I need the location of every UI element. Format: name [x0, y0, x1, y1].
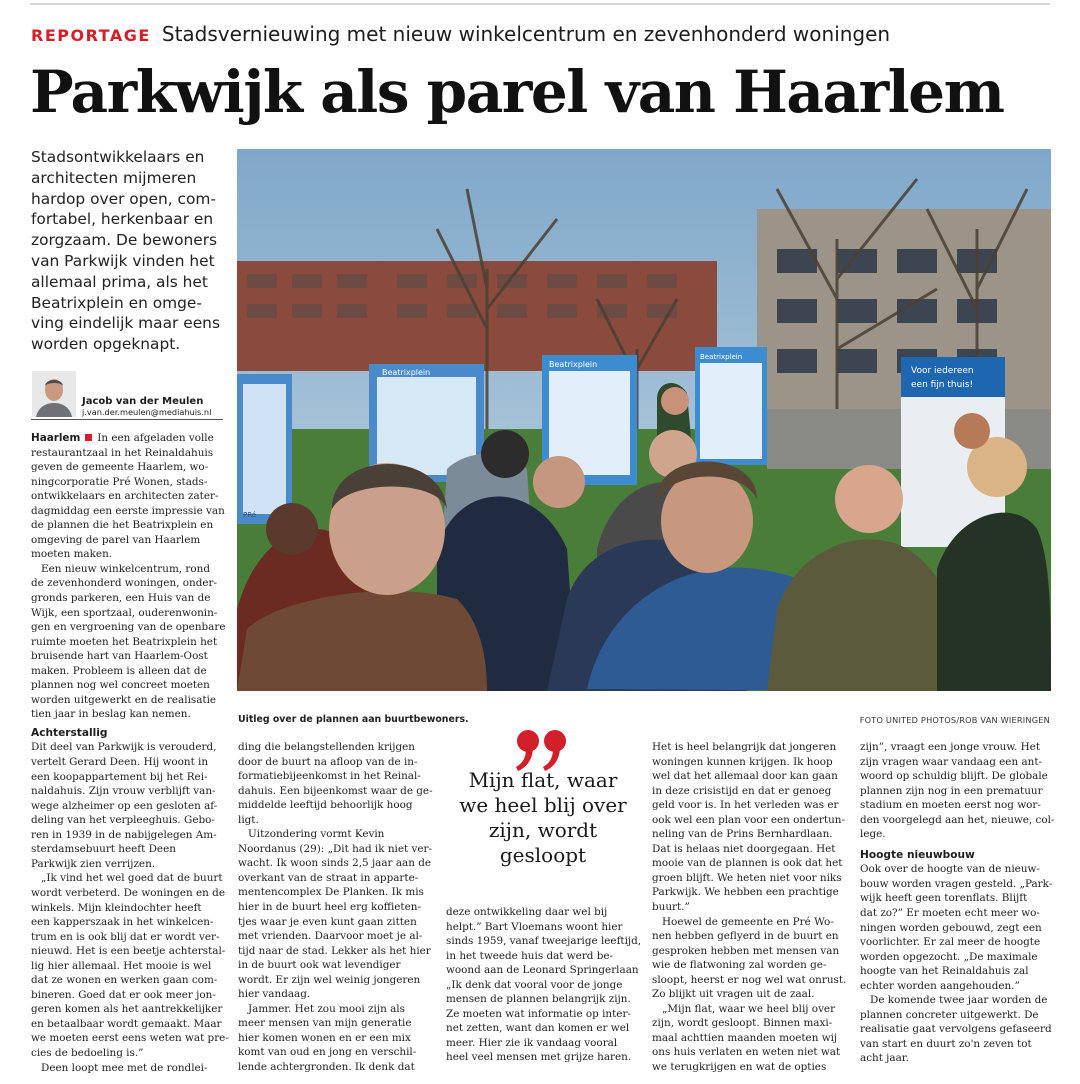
article-column-3 — [446, 905, 640, 1065]
pull-quote-line: we heel blij over — [459, 793, 627, 817]
article-line: Wijk, een sportzaal, ouderenwonin- — [31, 606, 218, 619]
article-line: „Ik vind het wel goed dat de buurt — [41, 872, 223, 885]
article-line: ningcorporatie Pré Wonen, stads- — [31, 475, 208, 488]
article-line: mentencomplex De Planken. Ik mis — [238, 886, 424, 899]
article-line: Uitzondering vormt Kevin — [248, 828, 385, 841]
article-line: middelde leeftijd behoorlijk hoog — [238, 799, 413, 812]
article-line: hoogte van het Reinaldahuis zal — [860, 965, 1029, 978]
intro-line: van Parkwijk vinden het — [31, 251, 215, 270]
article-line: ren in 1939 in de nabijgelegen Am- — [31, 828, 217, 841]
article-line: meer. Hier zie ik vandaag vooral — [446, 1036, 618, 1049]
article-line: woningen kunnen krijgen. Ik hoop — [652, 755, 833, 768]
article-line: wordt verbeterd. De woningen en de — [31, 886, 225, 899]
article-line: Ook over de hoogte van de nieuw- — [860, 863, 1040, 876]
article-line: nieuwd. Het is een beetje achterstal- — [31, 945, 226, 958]
article-line: ningen worden gebouwd, zegt een — [860, 921, 1042, 934]
author-email[interactable]: j.van.der.meulen@mediahuis.nl — [82, 407, 212, 417]
pull-quote-line: zijn, wordt — [488, 818, 598, 842]
article-column-2 — [238, 740, 432, 1075]
article-line: tien jaar in beslag kan nemen. — [31, 708, 191, 721]
article-line: zijn, wordt gesloopt. Binnen maxi- — [652, 1017, 833, 1030]
article-column-4 — [652, 740, 846, 1075]
sign-4-line-2: een fijn thuis! — [911, 380, 974, 390]
article-line: restaurantzaal in het Reinaldahuis — [31, 446, 214, 459]
article-line: Hoewel de gemeente en Pré Wo- — [662, 915, 834, 928]
article-line: de plannen die het Beatrixplein en — [31, 519, 214, 532]
intro-line: allemaal prima, als het — [31, 272, 208, 291]
article-line: wordt. Er zijn wel weinig jongeren — [238, 973, 421, 986]
photo-credit: FOTO UNITED PHOTOS/ROB VAN WIERINGEN — [859, 715, 1050, 725]
article-photo — [237, 149, 1051, 691]
intro-line: Beatrixplein en omge- — [31, 293, 202, 312]
article-line: Parkwijk zien verrijzen. — [31, 857, 156, 870]
article-line: ook wel een plan voor een ondertun- — [652, 813, 845, 826]
article-line: Het is heel belangrijk dat jongeren — [652, 741, 837, 753]
sign-3-title: Beatrixplein — [700, 353, 743, 361]
article-line: hier in de buurt heel erg koffieten- — [238, 901, 421, 914]
article-line: woord op schuldig blijft. De globale — [860, 770, 1048, 783]
article-line: tijd naar de stad. Lekker als het hier — [238, 944, 431, 957]
article-line: ruimte moeten het Beatrixplein het — [31, 635, 218, 648]
article-line: Dit deel van Parkwijk is verouderd, — [31, 741, 217, 754]
article-line: bineren. Goed dat er ook meer jon- — [31, 988, 216, 1001]
article-line: dagmiddag een eerste impressie van — [31, 504, 225, 517]
sign-4-line-1: Voor iedereen — [911, 366, 974, 376]
article-line: den voorgelegd aan het, nieuwe, col- — [860, 813, 1055, 826]
article-line: plannen concreter uitgewerkt. De — [860, 1008, 1039, 1021]
article-line: geren komen als het aantrekkelijker — [31, 1003, 223, 1016]
subheading-achterstallig: Achterstallig — [31, 726, 108, 739]
article-line: ding die belangstellenden krijgen — [238, 741, 415, 753]
article-line: wijk heeft geen torenflats. Blijft — [860, 892, 1028, 905]
article-line: mensen de plannen belangrijk zijn. — [446, 993, 631, 1006]
sign-1-logo: PRé — [243, 511, 257, 519]
dateline-marker — [85, 434, 92, 441]
article-line: door de buurt na afloop van de in- — [238, 755, 418, 768]
article-line: zijn vragen waar vandaag een ant- — [860, 755, 1043, 768]
author-name: Jacob van der Meulen — [82, 396, 204, 407]
article-line: dat ze wonen en werken gaan com- — [31, 974, 218, 987]
article-line: we terugkrijgen en wat de opties — [652, 1061, 827, 1074]
article-line: acht jaar. — [860, 1052, 909, 1065]
article-line: ontwikkelaars en architecten zater- — [31, 490, 219, 503]
article-line: van start en duurt zo'n zeven tot — [860, 1037, 1032, 1050]
article-line: zijn”, vraagt een jonge vrouw. Het — [860, 741, 1040, 753]
article-line: vertelt Gerard Deen. Hij woont in — [31, 756, 209, 769]
article-line: een kapperszaak in het winkelcen- — [31, 916, 214, 929]
photo-caption: Uitleg over de plannen aan buurtbewoners. — [238, 714, 469, 725]
article-line: lig hier allemaal. Het mooie is wel — [31, 959, 212, 972]
article-line: dahuis. Een bijeenkomst waar de ge- — [238, 784, 433, 797]
intro-line: hardop over open, com- — [31, 189, 216, 208]
article-line: moeten maken. — [31, 548, 113, 561]
sign-2-title: Beatrixplein — [549, 360, 598, 369]
article-line: winkels. Mijn kleindochter heeft — [31, 901, 202, 914]
article-line: gen en vergroening van de openbare — [31, 621, 226, 634]
intro-line: Stadsontwikkelaars en — [31, 148, 205, 166]
article-line: wege alzheimer op een gesloten af- — [31, 799, 218, 812]
intro-line: architecten mijmeren — [31, 168, 197, 187]
article-line: ons huis verlaten en weten niet wat — [652, 1046, 841, 1059]
article-line: Een nieuw winkelcentrum, rond — [41, 562, 210, 575]
article-line: komt van oud en jong en verschil- — [238, 1046, 417, 1059]
article-line: trum en is ook blij dat er wordt ver- — [31, 930, 220, 943]
article-line: worden opgezocht. „De maximale — [860, 950, 1038, 963]
article-line: formatiebijeenkomst in het Reinal- — [238, 770, 421, 783]
article-line: in de buurt ook wat levendiger — [238, 959, 401, 972]
article-line: worden uitgewerkt en de realisatie — [31, 693, 217, 706]
article-line: sterdamsebuurt heeft Deen — [31, 843, 176, 856]
pull-quote — [441, 768, 645, 868]
article-line: in het tweede huis dat werd be- — [446, 949, 614, 962]
dateline: Haarlem — [31, 432, 81, 444]
kicker-subtitle: Stadsvernieuwing met nieuw winkelcentrum en zevenhonderd woningen — [161, 22, 891, 46]
article-line: buurt.” — [652, 901, 690, 914]
article-line: Deen loopt mee met de rondlei- — [41, 1061, 208, 1074]
article-line: cies de bedoeling is.” — [31, 1046, 144, 1059]
article-line: ligt. — [238, 813, 259, 826]
headline: Parkwijk als parel van Haarlem — [30, 58, 1004, 126]
article-line: hier vandaag. — [238, 988, 311, 1001]
article-line: realisatie gaat vervolgens gefaseerd — [860, 1023, 1052, 1036]
article-line: sinds 1959, vanaf tweejarige leeftijd, — [446, 935, 642, 948]
article-line: heel veel mensen met grijze haren. — [446, 1051, 632, 1064]
author-divider — [31, 419, 223, 420]
article-line: we moeten eerst eens weten wat pre- — [31, 1032, 229, 1045]
article-line: een koopappartement bij het Rei- — [31, 770, 208, 783]
article-line: in deze crisistijd en dat er genoeg — [652, 784, 832, 797]
article-line: maken. Probleem is alleen dat de — [31, 664, 207, 677]
article-line: overkant van de straat in apparte- — [238, 871, 419, 884]
article-line: gronds parkeren, een Huis van de — [31, 592, 211, 605]
article-line: woond aan de Leonard Springerlaan — [446, 964, 639, 977]
article-line: dat zo?” Er moeten echt meer wo- — [860, 907, 1040, 920]
article-line: nen hebben geflyerd in de buurt en — [652, 930, 839, 943]
top-rule — [30, 3, 1050, 5]
intro-line: ving eindelijk maar eens — [31, 314, 220, 333]
article-column-1 — [31, 431, 229, 1075]
article-line: naldahuis. Zijn vrouw verblijft van- — [31, 785, 216, 798]
article-line — [31, 431, 225, 446]
article-line: voorlichter. Er zal meer de hoogte — [860, 936, 1041, 949]
article-line: lende achtergronden. Ik denk dat — [238, 1061, 415, 1074]
article-line: en betaalbaar wordt gemaakt. Maar — [31, 1017, 222, 1030]
article-line: lege. — [860, 828, 886, 841]
article-line: Jammer. Het zou mooi zijn als — [248, 1002, 405, 1015]
article-line: sloopt, heerst er nog wel wat onrust. — [652, 973, 847, 986]
article-line: „Ik denk dat vooral voor de jonge — [446, 978, 623, 991]
article-line: deling van het verpleeghuis. Gebo- — [31, 814, 215, 827]
article-line: plannen zijn nog in een prematuur — [860, 784, 1043, 797]
article-line: hier komen wonen en er een mix — [238, 1031, 411, 1044]
intro-line: fortabel, herkenbaar en — [31, 210, 214, 229]
intro-line: worden opgeknapt. — [31, 335, 181, 354]
intro-line: zorgzaam. De bewoners — [31, 231, 218, 250]
article-line: met vrienden. Daarvoor moet je al- — [238, 930, 423, 943]
article-line: wacht. Ik woon sinds 2,5 jaar aan de — [238, 857, 432, 870]
article-line: plannen nog wel concreet moeten — [31, 679, 210, 692]
kicker — [31, 22, 890, 46]
article-line: Parkwijk. We hebben een prachtige — [652, 886, 839, 899]
intro-text — [31, 147, 236, 355]
article-line: De komende twee jaar worden de — [870, 994, 1048, 1007]
article-line: Ze moeten wat informatie op inter- — [446, 1007, 631, 1020]
article-line: net zetten, want dan komen er wel — [446, 1022, 630, 1035]
article-line: meer mensen van mijn generatie — [238, 1017, 412, 1030]
sign-1-title: Beatrixplein — [382, 368, 431, 377]
article-line: omgeving de parel van Haarlem — [31, 533, 201, 546]
article-line: de zevenhonderd woningen, onder- — [31, 577, 217, 590]
subheading-hoogte-nieuwbouw: Hoogte nieuwbouw — [860, 848, 975, 861]
pull-quote-line: Mijn flat, waar — [468, 768, 618, 792]
article-line: mooie van de plannen is ook dat het — [652, 857, 843, 870]
article-line: wie de flatwoning zal worden ge- — [652, 959, 827, 972]
article-line: Dat is helaas niet doorgegaan. Het — [652, 842, 836, 855]
article-text: In een afgeladen volle — [97, 432, 214, 444]
section-label: REPORTAGE — [31, 26, 151, 45]
article-line: maal achttien maanden moeten wij — [652, 1031, 838, 1044]
article-line: geven de gemeente Haarlem, wo- — [31, 461, 209, 474]
pull-quote-line: gesloopt — [499, 843, 587, 867]
article-line: deze ontwikkeling daar wel bij — [446, 906, 608, 918]
article-line: Noordanus (29): „Dit had ik niet ver- — [238, 842, 432, 855]
article-line: groen blijft. We heten niet voor niks — [652, 871, 842, 884]
author-avatar — [32, 371, 76, 417]
article-line: bruisende hart van Haarlem-Oost — [31, 650, 208, 663]
article-column-5 — [860, 740, 1054, 1066]
article-line: wel dat het allemaal door kan gaan — [652, 770, 838, 783]
article-line: helpt.” Bart Vloemans woont hier — [446, 920, 623, 933]
article-line: neling van de Prins Bernhardlaan. — [652, 828, 833, 841]
article-line: bouw worden vragen gesteld. „Park- — [860, 877, 1053, 890]
article-line: stadium en moeten eerst nog wor- — [860, 799, 1041, 812]
article-line: Zo blijkt uit vragen uit de zaal. — [652, 988, 815, 1001]
article-line: tjes waar je even kunt gaan zitten — [238, 915, 417, 928]
article-line: geld voor is. In het verleden was er — [652, 799, 839, 812]
article-line: echter worden aangehouden.” — [860, 979, 1020, 992]
article-line: „Mijn flat, waar we heel blij over — [662, 1002, 836, 1015]
article-line: gesproken hebben met mensen van — [652, 944, 840, 957]
